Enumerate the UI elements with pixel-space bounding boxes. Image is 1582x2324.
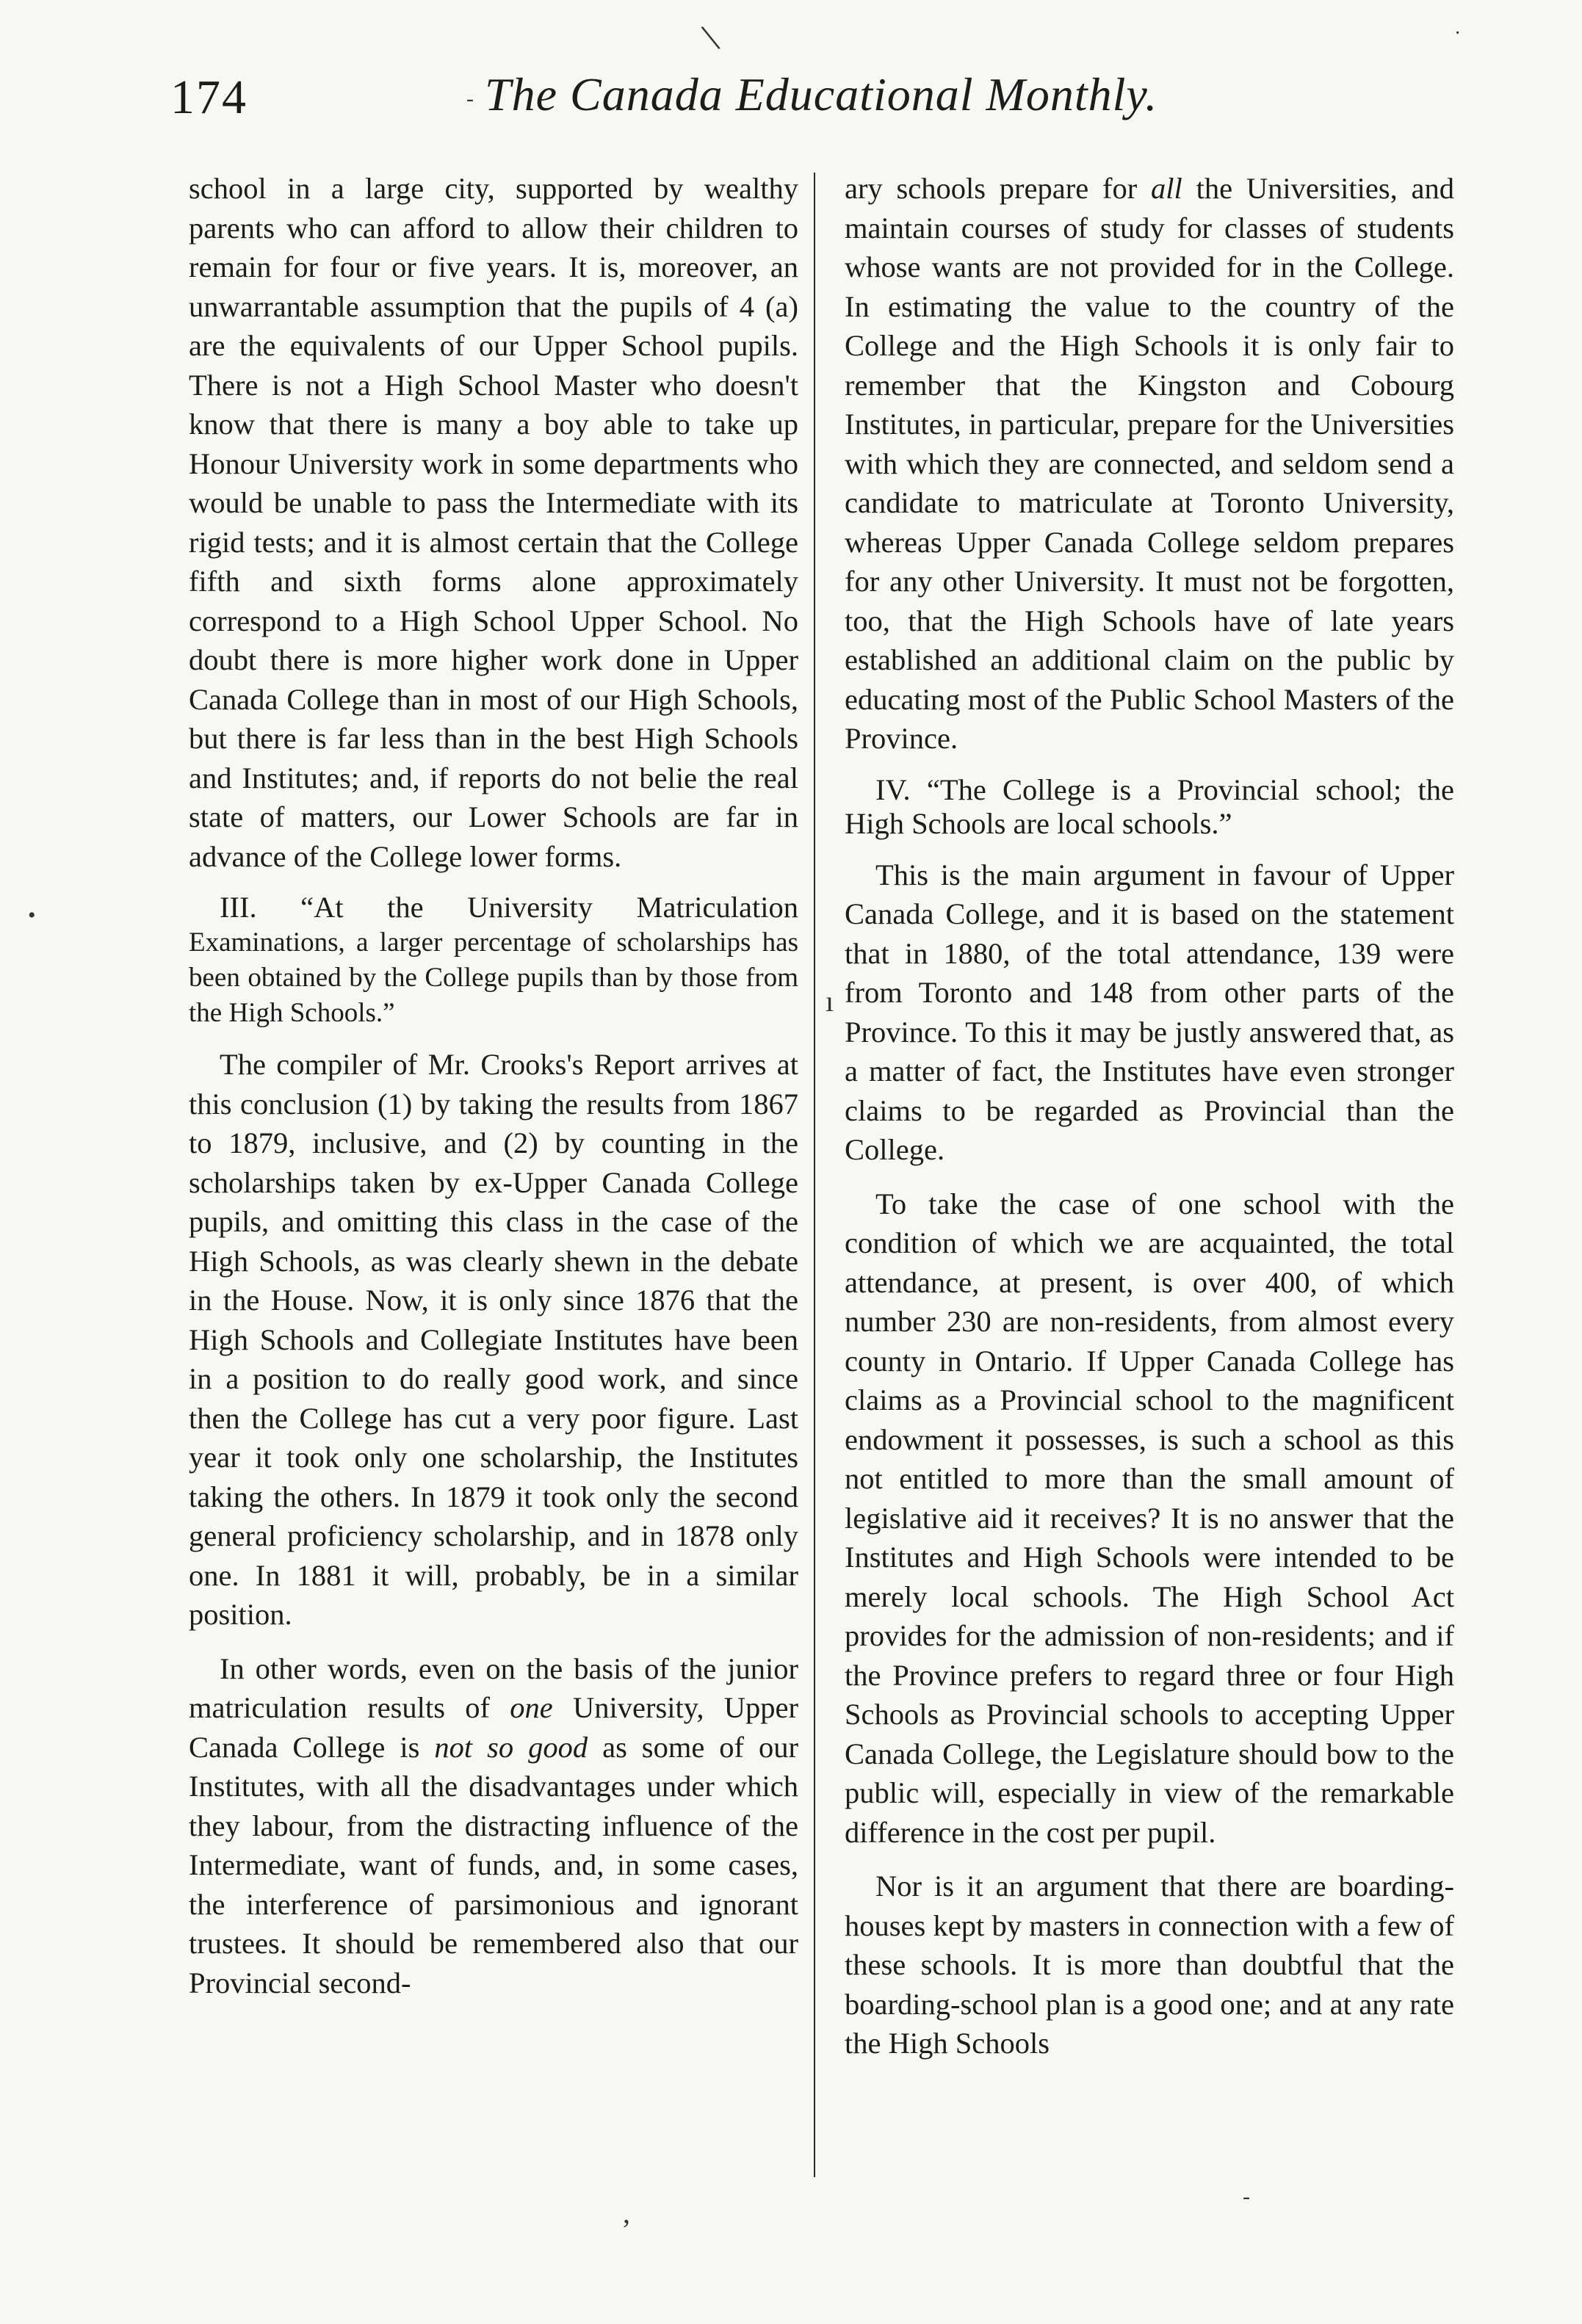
scan-speck: \ (698, 15, 723, 60)
column-divider (814, 173, 815, 2177)
emphasis-all: all (1151, 172, 1182, 205)
text-run: University, Upper Canada College is (189, 1691, 799, 1764)
paragraph-other-words (189, 1649, 798, 2003)
scan-speck: · (1454, 22, 1462, 45)
paragraph-continuation-right (845, 169, 1454, 759)
paragraph-one-school: To take the case of one school with the condition of which we are acquainted, the total attendance, at present, is over 400, of which number 230 are non-residents, from almost every county in Ontario. If Upper Canada College has claims as a Provincial school to the magnificent endowment it possesses, is such a school as this not entitled to more than the small amount of legislative aid it receives? It is no answer that the Institutes and High Schools were intended to be merely local schools. The High School Act provides for the admission of non-residents; and if the Province prefers to regard three or four High Schools as Provincial schools to accepting Upper Canada College, the Legislature should bow to the public will, especially in view of the remarkable difference in the cost per pupil. (845, 1187, 1454, 1849)
section-heading-iii (189, 891, 798, 1030)
scan-speck: - (1243, 2184, 1250, 2209)
section-heading-iv: IV. “The College is a Provincial school; the High Schools are local schools.” (845, 772, 1454, 840)
page-number: 174 (170, 70, 248, 124)
scan-speck: • (28, 903, 36, 927)
paragraph-main-argument: This is the main argument in favour of Upper Canada College, and it is based on the statement that in 1880, of the total attendance, 139 were from Toronto and 148 from other parts of the Province. To this it may be justly answered that, as a matter of fact, the Institutes have even stronger claims to be regarded as Provincial than the College. (845, 858, 1454, 1166)
scan-speck: , (623, 2196, 630, 2229)
paragraph-boarding-houses: Nor is it an argument that there are boarding-houses kept by masters in connection with a few of these schools. It is more than doubtful that the boarding-school plan is a good one; and at any rate the High Schools (845, 1869, 1454, 2060)
emphasis-one: one (510, 1691, 553, 1724)
text-run: ary schools prepare for (845, 172, 1152, 205)
paragraph-compiler: The compiler of Mr. Crooks's Report arrives at this conclusion (1) by taking the results from 1867 to 1879, inclusive, and (2) by counting in the scholarships taken by ex-Upper Canada College pupils, and omitting this class in the case of the High Schools, as was clearly shewn in the debate in the House. Now, it is only since 1876 that the High Schools and Collegiate Institutes have been in a position to do really good work, and since then the College has cut a very poor figure. Last year it took only one scholarship, the Institutes taking the others. In 1879 it took only the second general proficiency scholarship, and in 1878 only one. In 1881 it will, probably, be in a similar position. (189, 1048, 798, 1631)
right-column (845, 169, 1454, 2078)
left-column (189, 169, 798, 2017)
text-run: In other words, even on the basis of the junior matriculation results of (189, 1651, 798, 1724)
heading-iii-rest: Examinations, a larger percentage of scholarships has been obtained by the College pupils than by those from the High Schools.” (189, 927, 798, 1028)
text-run: the Universities, and maintain courses of study for classes of students whose wants are not provided for in the College. In estimating the value to the country of the College and the High Schools it is only fair to remember that the Kingston and Cobourg Institutes, in particular, prepare for the Universities with which they are connected, and seldom send a candidate to matriculate at Toronto University, whereas Upper Canada College seldom prepares for any other University. It must not be forgotten, too, that the High Schools have of late years established an additional claim on the public by educating most of the Public School Masters of the Province. (845, 172, 1455, 755)
scan-speck: - (466, 87, 474, 111)
text-run: as some of our Institutes, with all the disadvantages under which they labour, from the distracting influence of the Intermediate, want of funds, and, in some cases, the interference of parsimonious and ignorant trustees. It should be remembered also that our Provincial second- (189, 1730, 798, 1999)
emphasis-not-so-good: not so good (434, 1730, 588, 1764)
paragraph-continuation: school in a large city, supported by wealthy parents who can afford to allow their children to remain for four or five years. It is, moreover, an unwarrantable assumption that the pupils of 4 (a) are the equivalents of our Upper School pupils. There is not a High School Master who doesn't know that there is many a boy able to take up Honour University work in some departments who would be unable to pass the Intermediate with its rigid tests; and it is almost certain that the College fifth and sixth forms alone approximately correspond to a High School Upper School. No doubt there is more higher work done in Upper Canada College than in most of our High Schools, but there is far less than in the best High Schools and Institutes; and, if reports do not belie the real state of matters, our Lower Schools are far in advance of the College lower forms. (189, 172, 798, 873)
heading-iii-lead: III. “At the University Matriculation (220, 891, 798, 924)
running-title: The Canada Educational Monthly. (485, 68, 1158, 120)
scan-speck: ı (826, 985, 834, 1018)
